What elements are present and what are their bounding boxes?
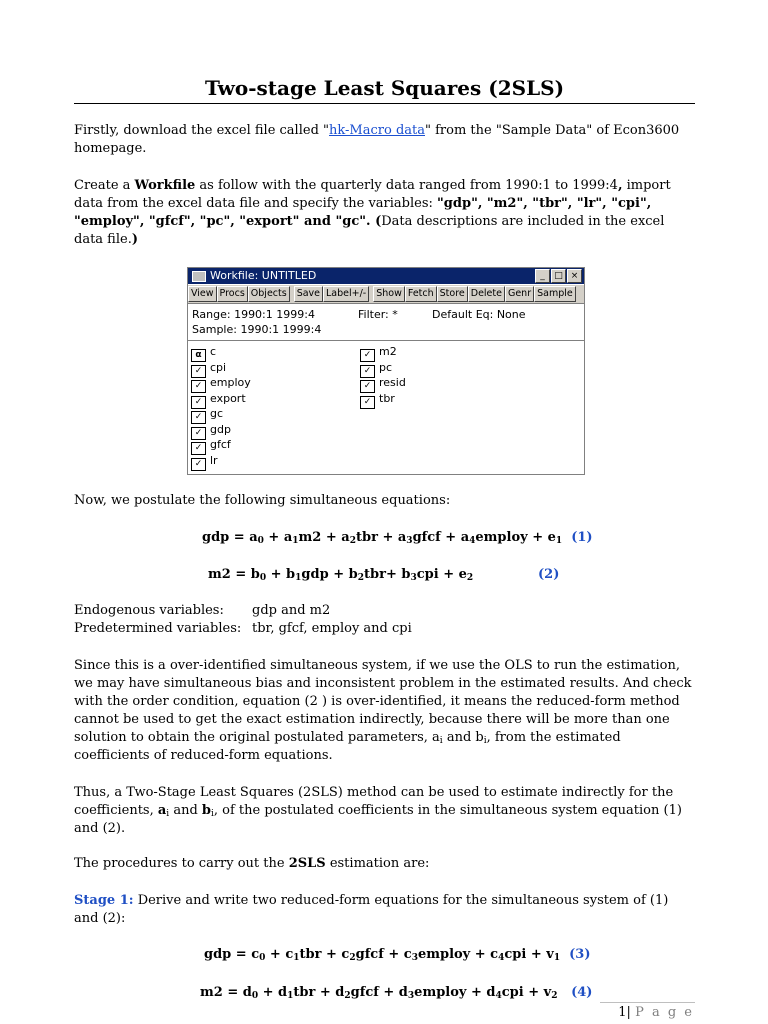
- title-underline: [74, 103, 695, 104]
- object-label: gfcf: [210, 438, 231, 451]
- page-title: Two-stage Least Squares (2SLS): [204, 76, 565, 100]
- equation-1: gdp = $a_0 + a_1m2 + a_2tbr$ + $a_3gfcf$ + $a_4employ + e_1$ (1): [202, 530, 593, 546]
- create-text-1: Create a: [74, 178, 135, 193]
- variable-list: "gdp", "m2", "tbr", "lr", "cpi", "employ", "gfcf", "pc", "export" and "gc". (: [74, 196, 652, 229]
- equation-2-number: (2): [538, 567, 560, 582]
- stage-1-paragraph: [74, 892, 695, 928]
- thus-text-3: , of the postulated coefficients in the simultaneous system equation (1) and (2).: [74, 803, 682, 836]
- page-footer: [618, 1005, 694, 1020]
- workfile-term: Workfile: [134, 178, 196, 193]
- sample-text: Sample: 1990:1 1999:4: [192, 323, 322, 336]
- object-label: resid: [379, 376, 406, 389]
- object-label: gc: [210, 407, 224, 420]
- page-number: 1: [618, 1005, 627, 1020]
- create-text-2: as follow with the quarterly data ranged from 1990:1 to 1999:4: [195, 178, 618, 193]
- save-button[interactable]: Save: [294, 286, 323, 302]
- object-c[interactable]: [191, 344, 251, 360]
- object-list-column-1: [191, 344, 251, 468]
- delete-button[interactable]: Delete: [468, 286, 505, 302]
- procs-button[interactable]: Procs: [217, 286, 248, 302]
- thus-a: a: [157, 803, 167, 818]
- intro-paragraph: [74, 122, 695, 158]
- predetermined-label: Predetermined variables:: [74, 621, 242, 636]
- procedures-2sls: 2SLS: [288, 856, 326, 871]
- object-label: lr: [210, 453, 218, 467]
- footer-rule: [600, 1002, 695, 1003]
- endogenous-row: [74, 602, 330, 620]
- workfile-titlebar[interactable]: [188, 268, 584, 284]
- workfile-window-icon: [192, 271, 206, 282]
- workfile-window: [187, 267, 585, 475]
- object-label: m2: [379, 345, 397, 358]
- hk-macro-data-link[interactable]: hk-Macro data: [329, 123, 425, 138]
- workfile-instructions: [74, 177, 695, 249]
- object-tbr[interactable]: [360, 391, 406, 407]
- fetch-button[interactable]: Fetch: [405, 286, 437, 302]
- object-m2[interactable]: [360, 344, 406, 360]
- equation-1-number: (1): [571, 530, 593, 545]
- object-label: gdp: [210, 422, 231, 436]
- objects-button[interactable]: Objects: [248, 286, 290, 302]
- minimize-button[interactable]: _: [535, 269, 550, 283]
- object-pc[interactable]: [360, 360, 406, 376]
- postulate-text: Now, we postulate the following simultaneous equations:: [74, 493, 451, 508]
- endogenous-label: Endogenous variables:: [74, 603, 224, 618]
- thus-text-2: and: [169, 803, 202, 818]
- equation-4: $m2 = d_0 + d_1tbr$ + $d_2gfcf$ + $d_3employ + d_4cpi + v_2$ (4): [200, 985, 593, 1001]
- equation-3: gdp = $c_0 + c_1tbr$ + $c_2gfcf$ + $c_3employ + c_4cpi + v_1$ (3): [204, 947, 591, 963]
- object-resid[interactable]: [360, 375, 406, 391]
- series-icon: [360, 396, 375, 409]
- workfile-toolbar: [188, 285, 584, 304]
- filter-text: Filter: *: [358, 308, 398, 321]
- range-text: Range: 1990:1 1999:4: [192, 308, 315, 321]
- predetermined-row: [74, 620, 412, 638]
- window-controls: [534, 269, 582, 285]
- since-sub-1: i: [439, 736, 443, 746]
- since-text-2: and b: [442, 730, 484, 745]
- procedures-text-2: estimation are:: [325, 856, 430, 871]
- object-label: cpi: [210, 360, 227, 374]
- object-export[interactable]: [191, 391, 251, 407]
- since-text-1: Since this is a over-identified simultaneous system, if we use the OLS to run the estimation, we may have simultaneous bias and inconsistent problem in the estimated results. And check with the order condition, equation (2 ) is over-identified, it means the reduced-form method cannot be used to get the exact estimation indirectly, because there will be more than one solution to obtain the original postulated parameters, a: [74, 658, 692, 745]
- thus-b: b: [201, 803, 211, 818]
- workfile-separator: [188, 340, 584, 341]
- thus-text-1: Thus, a Two-Stage Least Squares (2SLS) method can be used to estimate indirectly for the coefficients,: [74, 785, 674, 818]
- object-gdp[interactable]: [191, 422, 251, 438]
- object-label: pc: [379, 360, 393, 374]
- object-employ[interactable]: [191, 375, 251, 391]
- store-button[interactable]: Store: [437, 286, 468, 302]
- series-icon: [191, 458, 206, 471]
- procedures-text-1: The procedures to carry out the: [74, 856, 289, 871]
- label-button[interactable]: Label+/-: [323, 286, 369, 302]
- page-label: P a g e: [635, 1005, 694, 1020]
- object-label: employ: [210, 376, 251, 389]
- workfile-info: [192, 307, 526, 337]
- stage-1-label: Stage 1:: [74, 893, 134, 908]
- since-sub-2: i: [483, 736, 487, 746]
- sample-button[interactable]: Sample: [534, 286, 576, 302]
- maximize-button[interactable]: □: [551, 269, 566, 283]
- equation-2: $m2 = b_0 + b_1gdp + b_2tbr+ b_3cpi + e_2$ (2): [208, 567, 560, 583]
- thus-paragraph: [74, 784, 695, 838]
- create-comma: ,: [617, 178, 623, 193]
- predetermined-value: tbr, gfcf, employ and cpi: [252, 621, 412, 636]
- view-button[interactable]: View: [188, 286, 217, 302]
- create-text-3: import data from the excel data file and specify the variables:: [74, 178, 671, 211]
- object-lr[interactable]: [191, 453, 251, 469]
- intro-text-end: " from the "Sample Data" of Econ3600 homepage.: [74, 123, 680, 156]
- workfile-title: Workfile: UNTITLED: [210, 269, 317, 282]
- equation-3-number: (3): [569, 947, 591, 962]
- stage-1-text: Derive and write two reduced-form equations for the simultaneous system of (1) and (2):: [74, 893, 669, 926]
- alpha-icon: α: [191, 349, 206, 362]
- object-label: c: [210, 345, 217, 358]
- object-list-column-2: [360, 344, 406, 406]
- show-button[interactable]: Show: [373, 286, 405, 302]
- object-label: tbr: [379, 391, 395, 405]
- endogenous-value: gdp and m2: [252, 603, 331, 618]
- thus-sub-1: i: [166, 809, 170, 819]
- default-eq-text: Default Eq: None: [432, 308, 526, 321]
- object-gc[interactable]: [191, 406, 251, 422]
- intro-text-start: Firstly, download the excel file called ": [74, 123, 330, 138]
- object-gfcf[interactable]: [191, 437, 251, 453]
- genr-button[interactable]: Genr: [505, 286, 534, 302]
- close-button[interactable]: ×: [567, 269, 582, 283]
- create-text-4: Data descriptions are included in the excel data file.: [74, 214, 665, 247]
- object-cpi[interactable]: [191, 360, 251, 376]
- procedures-text: [74, 855, 695, 873]
- object-label: export: [210, 391, 246, 405]
- since-text-3: , from the estimated coefficients of reduced-form equations.: [74, 730, 621, 763]
- footer-separator: |: [626, 1005, 631, 1020]
- equation-4-number: (4): [571, 985, 593, 1000]
- create-close-paren: ): [131, 232, 138, 247]
- thus-sub-2: i: [211, 809, 214, 819]
- since-paragraph: [74, 657, 695, 765]
